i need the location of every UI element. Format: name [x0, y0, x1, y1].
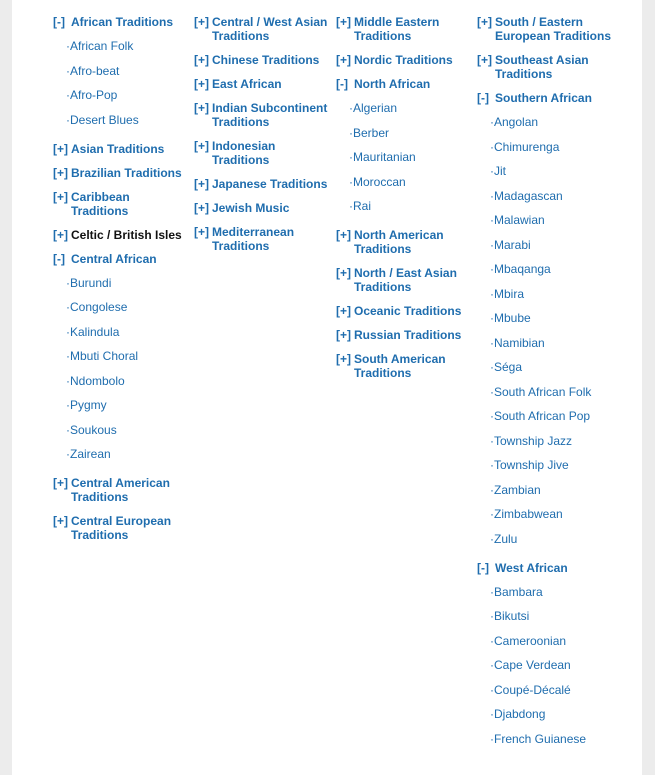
bullet-dot-icon: · — [490, 482, 494, 497]
subgenre-link[interactable] — [490, 115, 627, 129]
expand-toggle[interactable]: [+] — [194, 177, 209, 191]
subgenre-label[interactable]: Algerian — [353, 101, 398, 115]
category-label[interactable]: West African — [495, 560, 568, 575]
subgenre-link[interactable] — [490, 409, 627, 423]
subgenre-link[interactable] — [349, 101, 474, 115]
bullet-dot-icon: · — [490, 682, 494, 697]
category-label[interactable]: Indonesian Traditions — [212, 139, 276, 167]
bullet-dot-icon: · — [490, 507, 494, 521]
category-label[interactable]: Southeast Asian Traditions — [495, 53, 589, 81]
bullet-dot-icon: · — [490, 609, 494, 623]
subgenre-link[interactable] — [490, 507, 627, 521]
subgenre-label[interactable]: Moroccan — [353, 174, 406, 189]
bullet-dot-icon: · — [349, 125, 353, 140]
subgenre-link[interactable] — [490, 385, 627, 399]
subgenre-link[interactable] — [490, 732, 627, 746]
african-traditions-subgenres — [66, 39, 188, 127]
category-central-west-asian[interactable] — [194, 15, 332, 43]
subgenre-label[interactable]: Kalindula — [70, 324, 120, 339]
southern-african-subgenres — [490, 115, 627, 546]
category-russian-traditions[interactable] — [336, 328, 474, 342]
subgenre-label[interactable]: Mbube — [494, 311, 531, 325]
central-african-subgenres — [66, 276, 188, 462]
subgenre-link[interactable] — [490, 683, 627, 697]
subgenre-link[interactable] — [66, 300, 188, 314]
subgenre-link[interactable] — [490, 434, 627, 448]
expand-toggle[interactable]: [+] — [336, 328, 351, 342]
category-japanese-traditions[interactable] — [194, 177, 332, 191]
expand-toggle[interactable]: [+] — [336, 352, 351, 366]
category-brazilian-traditions[interactable] — [53, 166, 188, 180]
bullet-dot-icon: · — [490, 433, 494, 448]
expand-toggle[interactable]: [+] — [336, 53, 351, 67]
expand-toggle[interactable]: [+] — [336, 266, 351, 280]
bullet-dot-icon: · — [66, 300, 70, 314]
subgenre-link[interactable] — [66, 325, 188, 339]
bullet-dot-icon: · — [490, 164, 494, 178]
bullet-dot-icon: · — [490, 384, 494, 399]
bullet-dot-icon: · — [349, 150, 353, 164]
expand-toggle[interactable]: [+] — [53, 227, 68, 242]
bullet-dot-icon: · — [66, 447, 70, 461]
bullet-dot-icon: · — [66, 39, 70, 53]
subgenre-label[interactable]: Mauritanian — [353, 150, 416, 164]
subgenre-label[interactable]: South African Pop — [494, 409, 591, 423]
subgenre-link[interactable] — [66, 276, 188, 290]
subgenre-label[interactable]: Township Jive — [494, 458, 569, 472]
subgenre-label[interactable]: Berber — [353, 125, 390, 140]
subgenre-label[interactable]: Burundi — [70, 275, 112, 290]
subgenre-link[interactable] — [490, 238, 627, 252]
category-celtic-british-isles[interactable] — [53, 228, 188, 242]
bullet-dot-icon: · — [66, 422, 70, 437]
collapse-toggle[interactable]: [-] — [477, 560, 489, 575]
subgenre-label[interactable]: Mbuti Choral — [70, 349, 139, 363]
category-label[interactable]: North / East Asian Traditions — [354, 266, 457, 294]
category-label[interactable]: African Traditions — [71, 15, 174, 29]
subgenre-label[interactable]: Jit — [494, 164, 506, 178]
subgenre-label[interactable]: Afro-beat — [70, 63, 120, 78]
subgenre-link[interactable] — [66, 88, 188, 102]
subgenre-label[interactable]: Mbira — [494, 286, 525, 301]
bullet-dot-icon: · — [490, 311, 494, 325]
north-african-subgenres — [349, 101, 474, 213]
genre-panel — [12, 0, 642, 775]
subgenre-label[interactable]: Angolan — [494, 115, 539, 129]
subgenre-label[interactable]: Madagascan — [494, 188, 563, 203]
subgenre-link[interactable] — [490, 658, 627, 672]
category-west-african[interactable] — [477, 561, 627, 575]
subgenre-link[interactable] — [349, 175, 474, 189]
subgenre-label[interactable]: Cape Verdean — [494, 658, 571, 672]
bullet-dot-icon: · — [66, 112, 70, 127]
bullet-dot-icon: · — [66, 349, 70, 363]
column-4 — [477, 15, 627, 761]
category-north-african[interactable] — [336, 77, 474, 91]
category-label[interactable]: Caribbean Traditions — [71, 189, 130, 218]
subgenre-link[interactable] — [66, 447, 188, 461]
category-label[interactable]: Central European Traditions — [71, 514, 172, 542]
category-mediterranean-traditions[interactable] — [194, 225, 332, 253]
subgenre-label[interactable]: Séga — [494, 360, 523, 374]
expand-toggle[interactable]: [+] — [336, 304, 351, 318]
collapse-toggle[interactable]: [-] — [477, 91, 489, 105]
subgenre-label[interactable]: Bambara — [494, 584, 543, 599]
expand-toggle[interactable]: [+] — [477, 15, 492, 29]
category-label[interactable]: North American Traditions — [354, 228, 444, 256]
category-east-african[interactable] — [194, 77, 332, 91]
bullet-dot-icon: · — [349, 174, 353, 189]
expand-toggle[interactable]: [+] — [53, 476, 68, 490]
subgenre-link[interactable] — [490, 360, 627, 374]
subgenre-link[interactable] — [66, 39, 188, 53]
expand-toggle[interactable]: [+] — [53, 165, 68, 180]
expand-toggle[interactable]: [+] — [194, 101, 209, 115]
subgenre-link[interactable] — [490, 213, 627, 227]
subgenre-label[interactable]: Ndombolo — [70, 373, 125, 388]
subgenre-link[interactable] — [349, 199, 474, 213]
collapse-toggle[interactable]: [-] — [53, 251, 65, 266]
category-label[interactable]: South / Eastern European Traditions — [495, 15, 612, 43]
bullet-dot-icon: · — [490, 731, 494, 746]
category-nordic-traditions[interactable] — [336, 53, 474, 67]
category-south-eastern-european[interactable] — [477, 15, 627, 43]
subgenre-link[interactable] — [349, 150, 474, 164]
category-jewish-music[interactable] — [194, 201, 332, 215]
category-oceanic-traditions[interactable] — [336, 304, 474, 318]
category-label[interactable]: Asian Traditions — [71, 141, 165, 156]
category-indian-subcontinent[interactable] — [194, 101, 332, 129]
category-label[interactable]: Central American Traditions — [71, 476, 170, 504]
subgenre-label[interactable]: Djabdong — [494, 707, 546, 721]
subgenre-link[interactable] — [66, 398, 188, 412]
subgenre-link[interactable] — [66, 64, 188, 78]
category-label[interactable]: Central / West Asian Traditions — [212, 15, 328, 43]
subgenre-link[interactable] — [490, 634, 627, 648]
category-label[interactable]: Jewish Music — [212, 201, 290, 215]
expand-toggle[interactable]: [+] — [53, 141, 68, 156]
subgenre-label[interactable]: Mbaqanga — [494, 262, 551, 276]
subgenre-label[interactable]: Zambian — [494, 482, 541, 497]
category-label[interactable]: Southern African — [495, 91, 592, 105]
category-central-african[interactable] — [53, 252, 188, 266]
bullet-dot-icon: · — [490, 707, 494, 721]
collapse-toggle[interactable]: [-] — [53, 15, 65, 29]
category-label[interactable]: Celtic / British Isles — [71, 227, 182, 242]
subgenre-link[interactable] — [490, 189, 627, 203]
bullet-dot-icon: · — [490, 531, 494, 546]
category-label[interactable]: South American Traditions — [354, 352, 446, 380]
subgenre-label[interactable]: Desert Blues — [70, 112, 139, 127]
bullet-dot-icon: · — [490, 115, 494, 129]
category-southeast-asian[interactable] — [477, 53, 627, 81]
subgenre-link[interactable] — [66, 349, 188, 363]
expand-toggle[interactable]: [+] — [53, 514, 68, 528]
column-3 — [336, 15, 474, 390]
subgenre-link[interactable] — [490, 532, 627, 546]
subgenre-link[interactable] — [490, 311, 627, 325]
category-central-european-traditions[interactable] — [53, 514, 188, 542]
subgenre-link[interactable] — [490, 336, 627, 350]
category-north-east-asian[interactable] — [336, 266, 474, 294]
expand-toggle[interactable]: [+] — [336, 15, 351, 29]
bullet-dot-icon: · — [490, 633, 494, 648]
category-indonesian-traditions[interactable] — [194, 139, 332, 167]
bullet-dot-icon: · — [66, 373, 70, 388]
bullet-dot-icon: · — [66, 63, 70, 78]
category-african-traditions[interactable] — [53, 15, 188, 29]
column-2 — [194, 15, 332, 263]
bullet-dot-icon: · — [490, 658, 494, 672]
subgenre-link[interactable] — [490, 585, 627, 599]
subgenre-label[interactable]: Marabi — [494, 237, 531, 252]
category-label[interactable]: East African — [212, 77, 282, 91]
category-north-american[interactable] — [336, 228, 474, 256]
subgenre-link[interactable] — [349, 126, 474, 140]
category-south-american[interactable] — [336, 352, 474, 380]
bullet-dot-icon: · — [490, 458, 494, 472]
category-label[interactable]: Indian Subcontinent Traditions — [212, 101, 328, 129]
category-middle-eastern[interactable] — [336, 15, 474, 43]
subgenre-label[interactable]: Cameroonian — [494, 633, 567, 648]
west-african-subgenres — [490, 585, 627, 746]
bullet-dot-icon: · — [490, 584, 494, 599]
subgenre-link[interactable] — [66, 113, 188, 127]
subgenre-label[interactable]: Soukous — [70, 422, 117, 437]
subgenre-label[interactable]: Coupé-Décalé — [494, 682, 571, 697]
subgenre-label[interactable]: Malawian — [494, 213, 545, 227]
collapse-toggle[interactable]: [-] — [336, 77, 348, 91]
subgenre-label[interactable]: Rai — [353, 199, 372, 213]
bullet-dot-icon: · — [66, 88, 70, 102]
bullet-dot-icon: · — [490, 360, 494, 374]
expand-toggle[interactable]: [+] — [194, 77, 209, 91]
category-label[interactable]: Central African — [71, 251, 157, 266]
subgenre-link[interactable] — [66, 423, 188, 437]
bullet-dot-icon: · — [66, 398, 70, 412]
subgenre-label[interactable]: Afro-Pop — [70, 88, 118, 102]
subgenre-link[interactable] — [66, 374, 188, 388]
bullet-dot-icon: · — [490, 237, 494, 252]
category-label[interactable]: Mediterranean Traditions — [212, 225, 295, 253]
bullet-dot-icon: · — [349, 101, 353, 115]
subgenre-link[interactable] — [490, 140, 627, 154]
category-label[interactable]: Russian Traditions — [354, 328, 462, 342]
bullet-dot-icon: · — [490, 188, 494, 203]
bullet-dot-icon: · — [490, 409, 494, 423]
subgenre-label[interactable]: South African Folk — [494, 384, 592, 399]
category-label[interactable]: Nordic Traditions — [354, 53, 453, 67]
category-label[interactable]: Chinese Traditions — [212, 53, 320, 67]
expand-toggle[interactable]: [+] — [194, 53, 209, 67]
subgenre-label[interactable]: Namibian — [494, 335, 545, 350]
bullet-dot-icon: · — [490, 262, 494, 276]
subgenre-label[interactable]: Congolese — [70, 300, 128, 314]
bullet-dot-icon: · — [349, 199, 353, 213]
subgenre-label[interactable]: Township Jazz — [494, 433, 573, 448]
subgenre-link[interactable] — [490, 164, 627, 178]
subgenre-label[interactable]: Pygmy — [70, 398, 107, 412]
category-asian-traditions[interactable] — [53, 142, 188, 156]
expand-toggle[interactable]: [+] — [53, 189, 68, 204]
category-label[interactable]: North African — [354, 77, 431, 91]
column-1 — [53, 15, 188, 552]
expand-toggle[interactable]: [+] — [194, 15, 209, 29]
category-label[interactable]: Oceanic Traditions — [354, 304, 462, 318]
bullet-dot-icon: · — [490, 213, 494, 227]
subgenre-label[interactable]: Zimbabwean — [494, 507, 563, 521]
subgenre-link[interactable] — [490, 483, 627, 497]
expand-toggle[interactable]: [+] — [336, 228, 351, 242]
subgenre-link[interactable] — [490, 609, 627, 623]
subgenre-label[interactable]: Zulu — [494, 531, 518, 546]
bullet-dot-icon: · — [490, 139, 494, 154]
expand-toggle[interactable]: [+] — [194, 139, 209, 153]
expand-toggle[interactable]: [+] — [477, 53, 492, 67]
subgenre-label[interactable]: African Folk — [70, 39, 134, 53]
expand-toggle[interactable]: [+] — [194, 201, 209, 215]
subgenre-label[interactable]: Bikutsi — [494, 609, 530, 623]
subgenre-link[interactable] — [490, 262, 627, 276]
category-label[interactable]: Middle Eastern Traditions — [354, 15, 440, 43]
expand-toggle[interactable]: [+] — [194, 225, 209, 239]
category-caribbean-traditions[interactable] — [53, 190, 188, 218]
category-southern-african[interactable] — [477, 91, 627, 105]
subgenre-link[interactable] — [490, 458, 627, 472]
subgenre-link[interactable] — [490, 287, 627, 301]
bullet-dot-icon: · — [66, 275, 70, 290]
subgenre-label[interactable]: French Guianese — [494, 731, 587, 746]
bullet-dot-icon: · — [490, 335, 494, 350]
subgenre-label[interactable]: Zairean — [70, 447, 111, 461]
category-label[interactable]: Brazilian Traditions — [71, 165, 182, 180]
category-central-american-traditions[interactable] — [53, 476, 188, 504]
category-label[interactable]: Japanese Traditions — [212, 177, 328, 191]
subgenre-label[interactable]: Chimurenga — [494, 139, 560, 154]
bullet-dot-icon: · — [490, 286, 494, 301]
subgenre-link[interactable] — [490, 707, 627, 721]
bullet-dot-icon: · — [66, 324, 70, 339]
category-chinese-traditions[interactable] — [194, 53, 332, 67]
